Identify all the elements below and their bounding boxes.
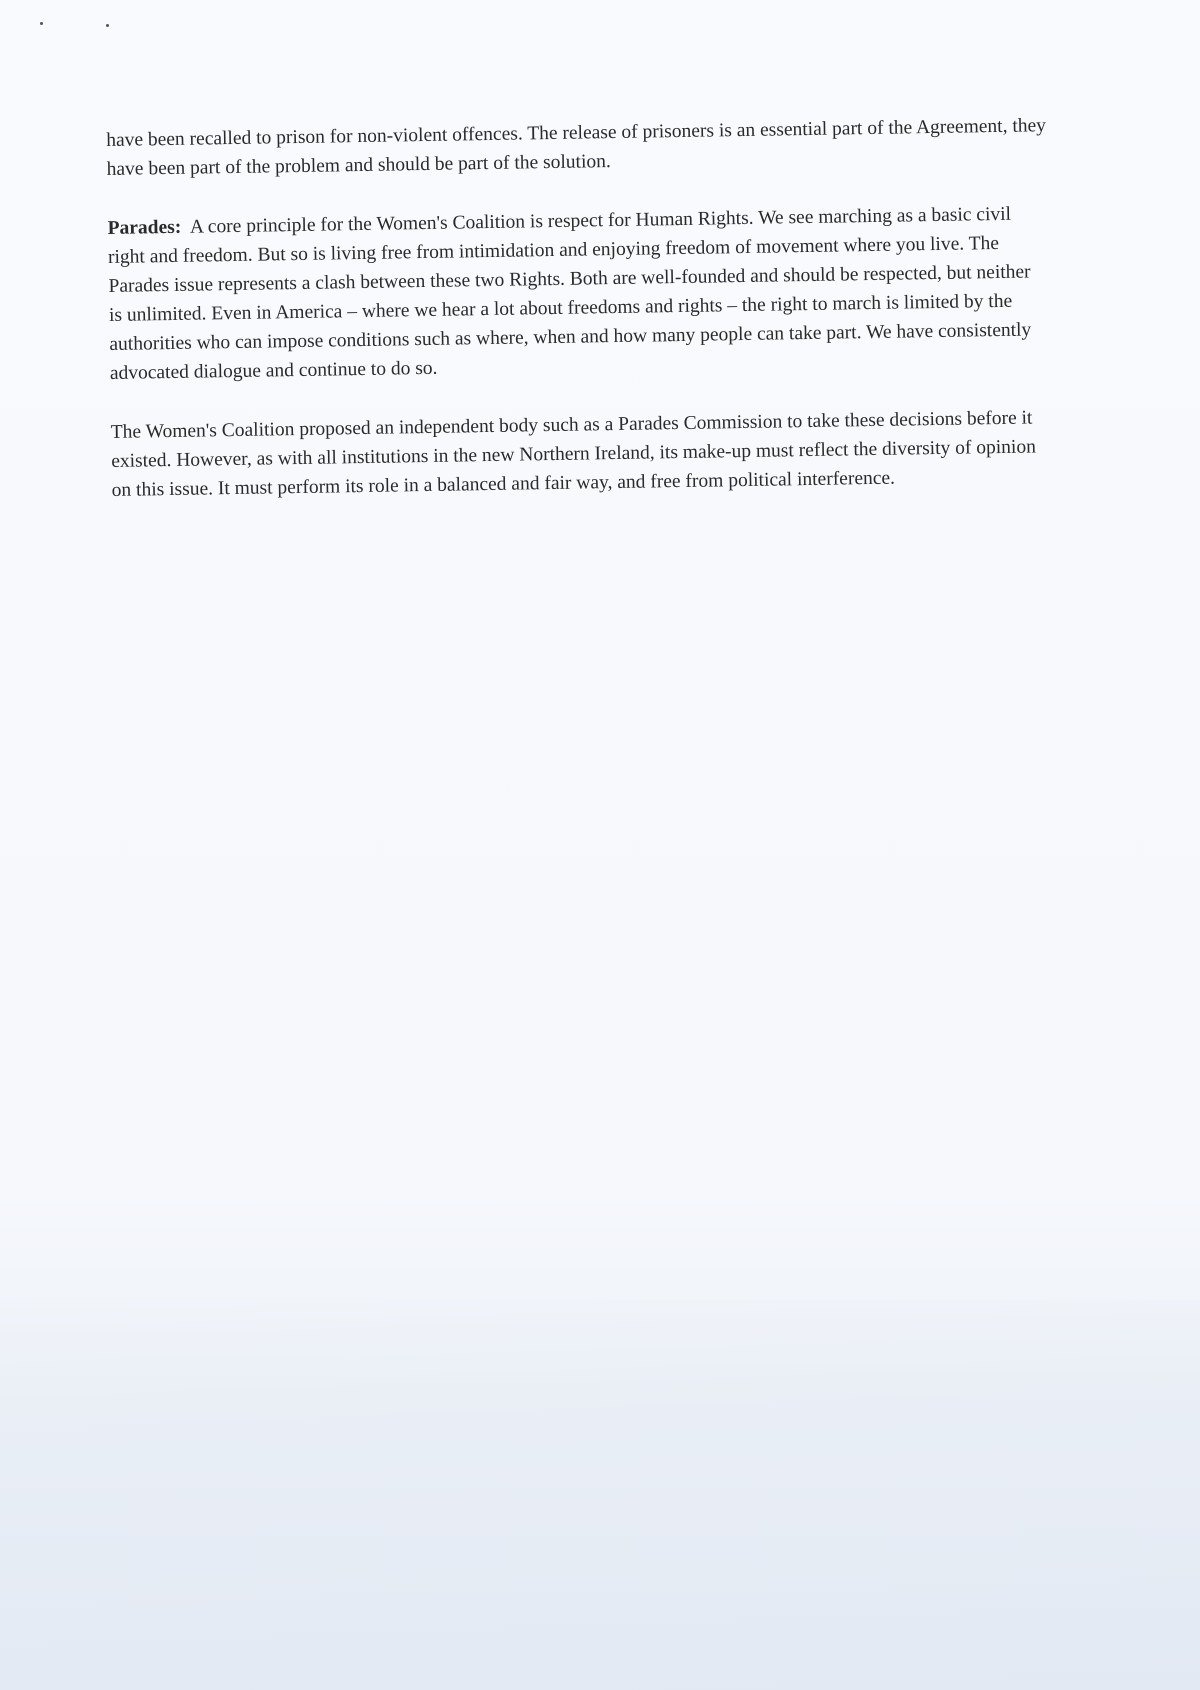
scan-shadow [0,1300,1200,1690]
scan-speck [106,24,109,27]
scan-speck [40,22,43,25]
paragraph-text: have been recalled to prison for non-violent offences. The release of prisoners is an essential part of the Agreement, they have been part of the problem and should be part of the solution. [106,115,1047,180]
paragraph-heading: Parades: [107,216,182,239]
paragraph-text: A core principle for the Women's Coalition is respect for Human Rights. We see marching as a basic civil right and freedom. But so is living free from intimidation and enjoying freedom of movement where you live. The Parades issue represents a clash between these two Rights. Both are well-founded and should be respected, but neither is unlimited. Even in America – where we hear a lot about freedoms and rights – the right to march is limited by the authorities who can impose conditions such as where, when and how many people can take part. We have consistently advocated dialogue and continue to do so. [107,203,1032,384]
paragraph-prisoners [106,111,1047,184]
paragraph-parades [107,199,1050,388]
paragraph-text: The Women's Coalition proposed an independent body such as a Parades Commission to take these decisions before it existed. However, as with all institutions in the new Northern Ireland, its make-up must reflect the diversity of opinion on this issue. It must perform its role in a balanced and fair way, and free from political interference. [110,407,1037,501]
document-body [106,111,1052,535]
paragraph-parades-commission [111,403,1052,505]
